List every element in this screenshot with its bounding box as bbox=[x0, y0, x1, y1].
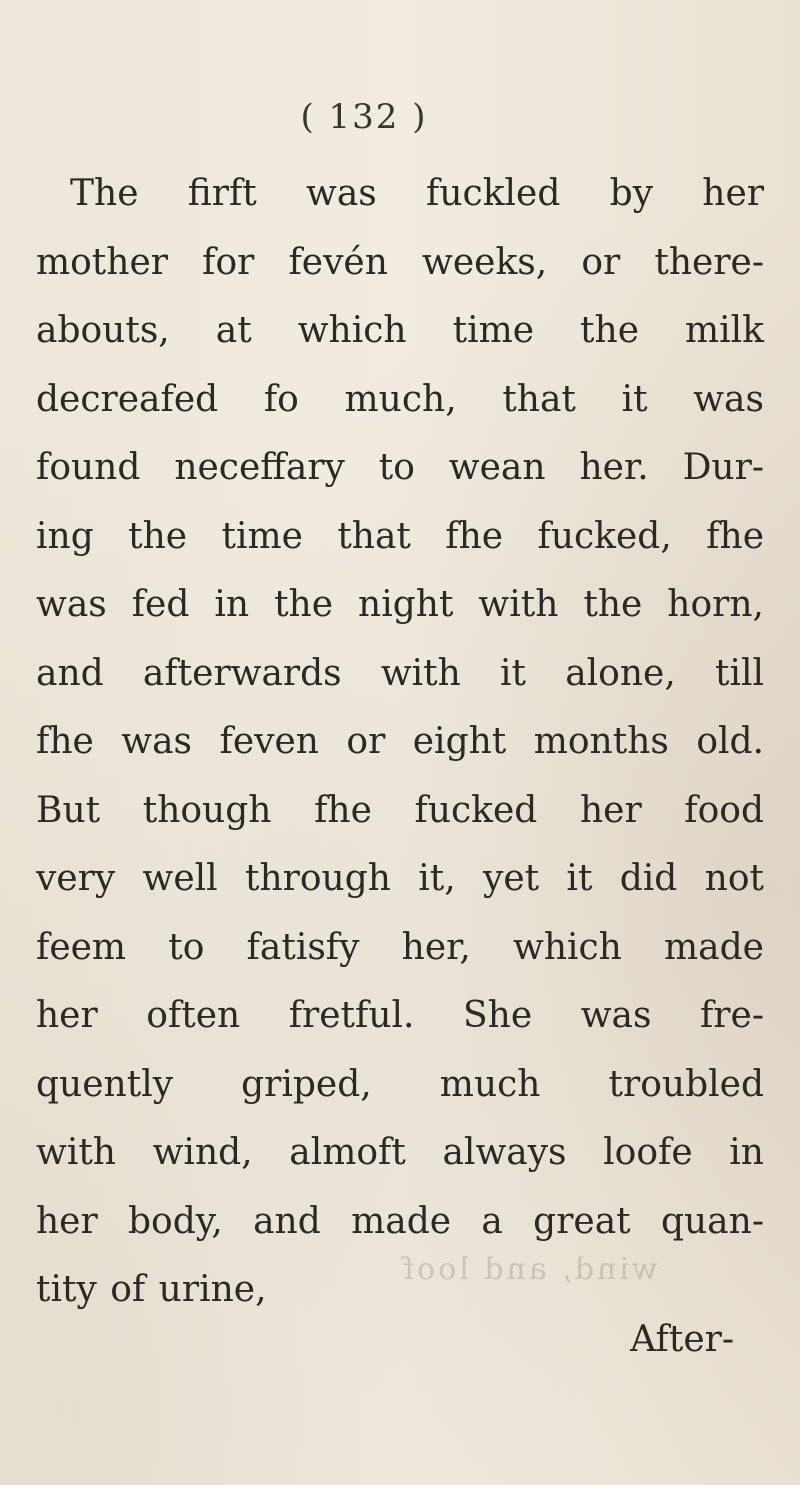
body-text bbox=[36, 160, 764, 1325]
page-number: ( 132 ) bbox=[300, 97, 428, 137]
text-line: was fed in the night with the horn, bbox=[36, 584, 764, 625]
text-line: ing the time that fhe fucked, fhe bbox=[36, 515, 764, 557]
text-line: with wind, almoft always loofe in bbox=[36, 1132, 764, 1173]
bleed-through-text: wind, and loof bbox=[400, 1252, 658, 1287]
text-line: her body, and made a great quan- bbox=[36, 1200, 764, 1242]
text-line: mother for fevén weeks, or there- bbox=[36, 241, 764, 283]
text-line: But though fhe fucked her food bbox=[36, 789, 764, 831]
text-line: fhe was feven or eight months old. bbox=[36, 721, 764, 762]
text-line: decreafed fo much, that it was bbox=[36, 378, 764, 420]
catchword: After- bbox=[630, 1319, 734, 1360]
text-line: found neceffary to wean her. Dur- bbox=[36, 447, 764, 488]
text-line: feem to fatisfy her, which made bbox=[36, 926, 764, 968]
text-line: tity of urine, bbox=[36, 1269, 267, 1310]
text-line: The firft was fuckled by her bbox=[70, 173, 764, 214]
text-line: very well through it, yet it did not bbox=[36, 858, 764, 899]
text-line: abouts, at which time the milk bbox=[36, 310, 764, 351]
text-line: her often fretful. She was fre- bbox=[36, 995, 764, 1036]
text-line: quently griped, much troubled bbox=[36, 1063, 764, 1105]
text-line: and afterwards with it alone, till bbox=[36, 652, 764, 694]
